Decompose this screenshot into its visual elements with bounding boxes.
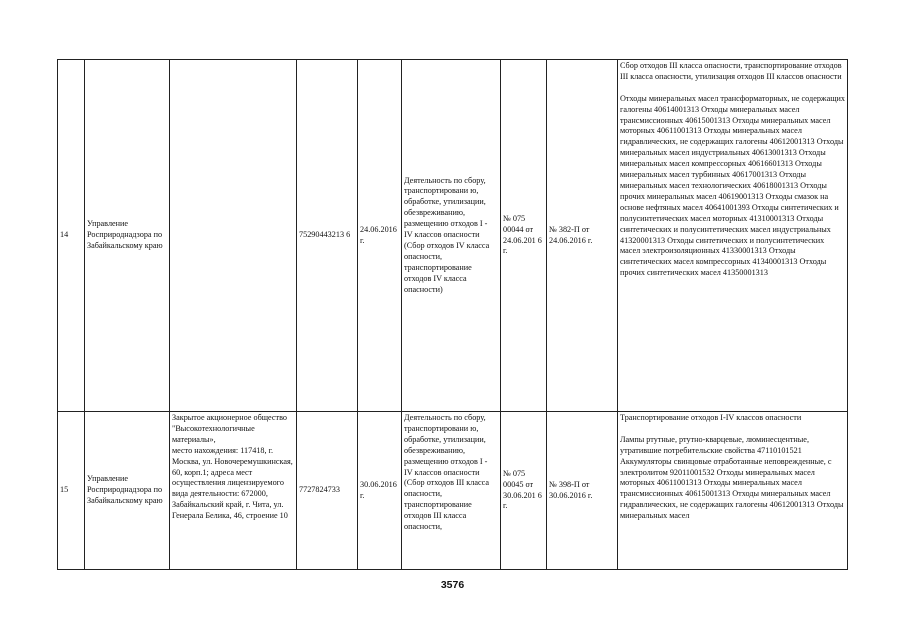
row-number: 15: [58, 412, 85, 570]
waste-details-cell: Сбор отходов III класса опасности, транспортирование отходов III класса опасности, утилизация отходов III классов опасности Отходы минеральных масел трансформаторных, не содержащих галогены 40614001313 Отходы минеральных масел трансмиссионных 40615001313 Отходы минеральных масел моторных 40611001313 Отходы минеральных масел гидравлических, не содержащих галогены 40612001313 Отходы минеральных масел индустриальных 40613001313 Отходы минеральных масел компрессорных 40616601313 Отходы минеральных масел турбинных 40617001313 Отходы минеральных масел технологических 40618001313 Отходы прочих минеральных масел 40619001313 Отходы смазок на основе нефтяных масел 40641001393 Отходы синтетических и полусинтетических масел моторных 41310001313 Отходы синтетических и полусинтетических масел индустриальных 41320001313 Отходы синтетических и полусинтетических масел электроизоляционных 41330001313 Отходы синтетических масел компрессорных 41340001313 Отходы прочих синтетических масел 41350001313: [618, 60, 848, 412]
row-number: 14: [58, 60, 85, 412]
waste-details-cell: Транспортирование отходов I-IV классов опасности Лампы ртутные, ртутно-кварцевые, люминесцентные, утратившие потребительские свойства 47110101521 Аккумуляторы свинцовые отработанные неповрежденные, с электролитом 92011001532 Отходы минеральных масел моторных 40611001313 Отходы минеральных масел трансмиссионных 40615001313 Отходы минеральных масел гидравлических, не содержащих галогены 40612001313 Отходы минеральных масел: [618, 412, 848, 570]
date-cell: 30.06.2016 г.: [358, 412, 402, 570]
authority-cell: Управление Росприроднадзора по Забайкальскому краю: [85, 412, 170, 570]
order-cell: № 382-П от 24.06.2016 г.: [547, 60, 618, 412]
table-row: [58, 60, 848, 412]
licensee-cell: Закрытое акционерное общество "Высокотехнологичные материалы», место нахождения: 117418, г. Москва, ул. Новочеремушкинская, 60, корп.1; адреса мест осуществления лицензируемого вида деятельности: 672000, Забайкальский край, г. Чита, ул. Генерала Белика, 46, строение 10: [170, 412, 297, 570]
activity-cell: Деятельность по сбору, транспортировани ю, обработке, утилизации, обезвреживанию, размещению отходов I - IV классов опасности (Сбор отходов III класса опасности, транспортирование отходов III класса опасности,: [402, 412, 501, 570]
inn-cell: 75290443213 6: [297, 60, 358, 412]
license-number-cell: № 075 00044 от 24.06.201 6 г.: [501, 60, 547, 412]
page-number: 3576: [440, 579, 465, 591]
order-cell: № 398-П от 30.06.2016 г.: [547, 412, 618, 570]
license-number-cell: № 075 00045 от 30.06.201 6 г.: [501, 412, 547, 570]
license-register-table: [57, 59, 848, 570]
date-cell: 24.06.2016 г.: [358, 60, 402, 412]
authority-cell: Управление Росприроднадзора по Забайкальскому краю: [85, 60, 170, 412]
inn-cell: 7727824733: [297, 412, 358, 570]
licensee-cell: [170, 60, 297, 412]
table-row: [58, 412, 848, 570]
activity-cell: Деятельность по сбору, транспортировани ю, обработке, утилизации, обезвреживанию, размещению отходов I - IV классов опасности (Сбор отходов IV класса опасности, транспортирование отходов IV класса опасности): [402, 60, 501, 412]
